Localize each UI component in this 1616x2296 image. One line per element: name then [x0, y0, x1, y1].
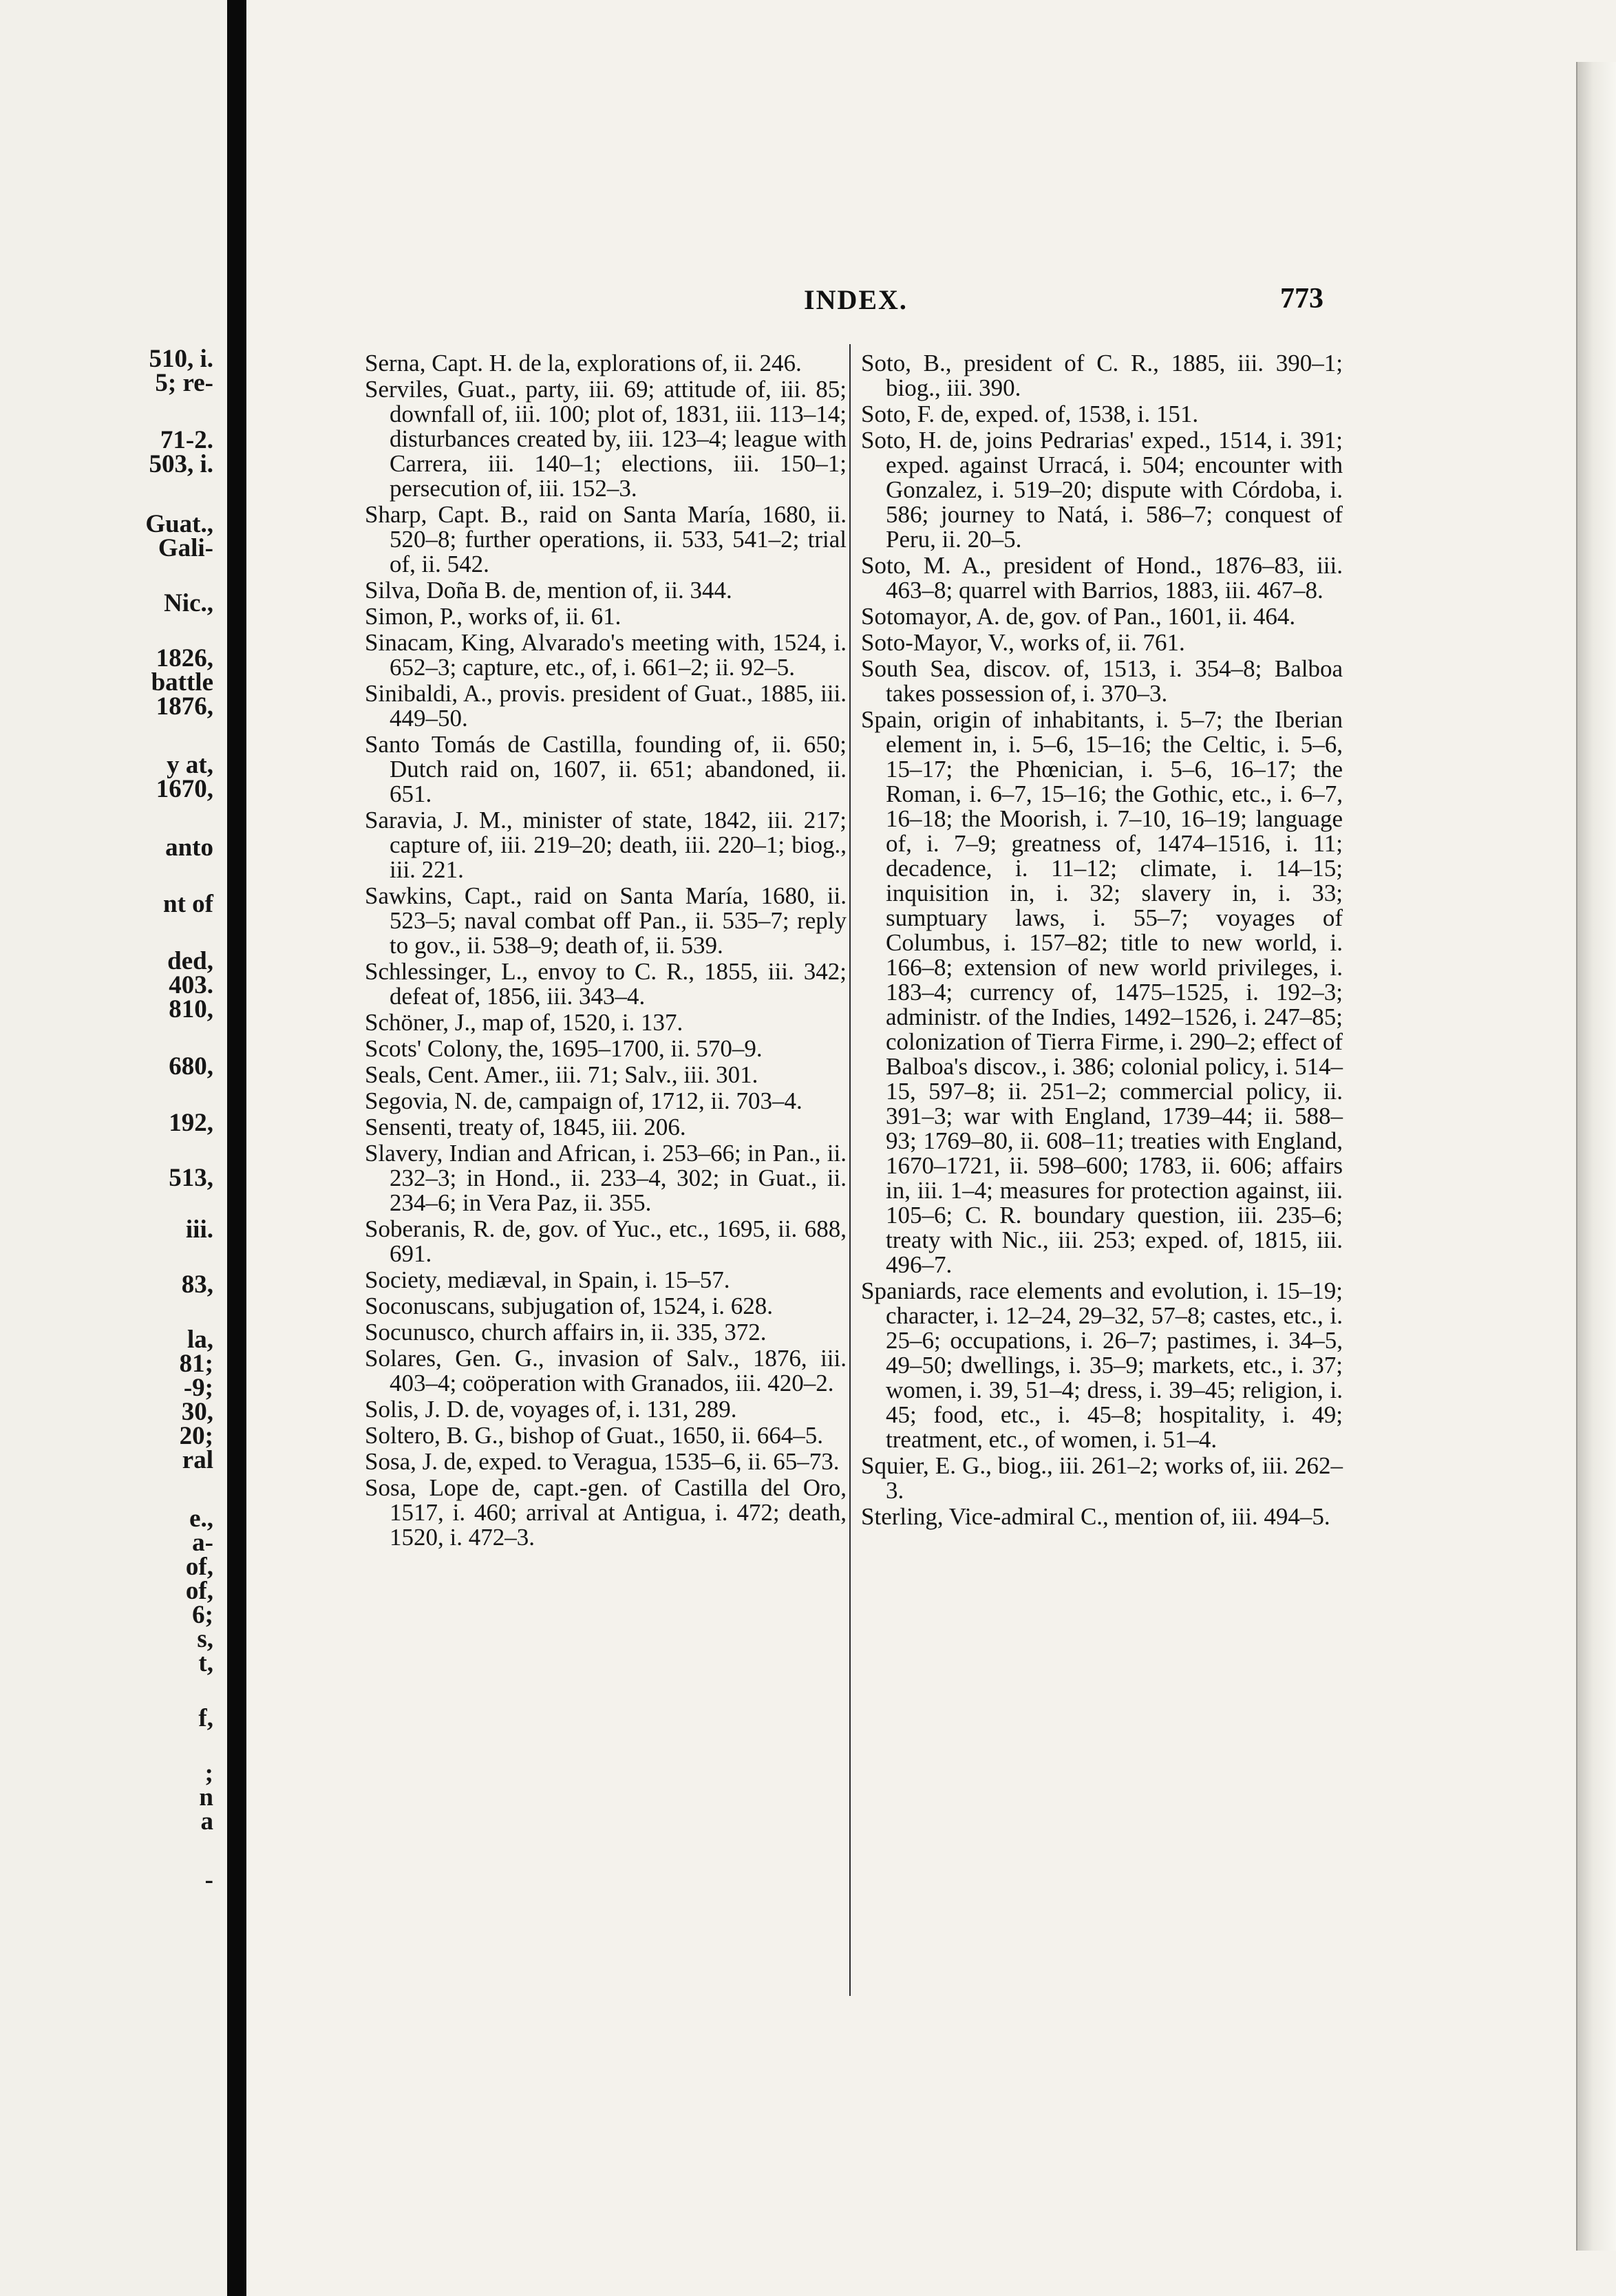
- facing-page-text-fragment: 513,: [169, 1164, 213, 1192]
- index-entry: Soto-Mayor, V., works of, ii. 761.: [861, 629, 1185, 656]
- index-entry: Seals, Cent. Amer., iii. 71; Salv., iii. 301.: [365, 1061, 758, 1088]
- index-entry: Sterling, Vice-admiral C., mention of, iii. 494–5.: [861, 1503, 1330, 1530]
- facing-page-text-fragment: Gali-: [158, 534, 213, 562]
- facing-page-text-fragment: 6;: [192, 1601, 213, 1629]
- facing-page-text-fragment: battle: [151, 668, 213, 697]
- index-column-left: [365, 351, 847, 1551]
- facing-page-text-fragment: nt of: [163, 890, 213, 918]
- facing-page-text-fragment: 5; re-: [155, 369, 213, 397]
- facing-page-text-fragment: y at,: [167, 751, 213, 779]
- index-entry: Soto, F. de, exped. of, 1538, i. 151.: [861, 401, 1199, 427]
- index-entry: Solares, Gen. G., invasion of Salv., 1876, iii. 403–4; coöperation with Granados, iii. 420–2.: [365, 1345, 847, 1396]
- facing-page-text-fragment: -: [204, 1866, 213, 1894]
- facing-page-text-fragment: 192,: [169, 1109, 213, 1137]
- index-entry: Saravia, J. M., minister of state, 1842, iii. 217; capture of, iii. 219–20; death, iii. 220–1; biog., iii. 221.: [365, 807, 847, 883]
- facing-page-text-fragment: anto: [165, 833, 213, 862]
- facing-page-text-fragment: ral: [182, 1446, 213, 1474]
- facing-page-text-fragment: Guat.,: [145, 510, 213, 538]
- facing-page-text-fragment: a-: [192, 1529, 213, 1557]
- index-entry: Slavery, Indian and African, i. 253–66; in Pan., ii. 232–3; in Hond., ii. 233–4, 302; in Guat., ii. 234–6; in Vera Paz, ii. 355.: [365, 1140, 847, 1216]
- index-entry: Serviles, Guat., party, iii. 69; attitude of, iii. 85; downfall of, iii. 100; plot of, 1831, iii. 113–14; disturbances created by, iii. 123–4; league with Carrera, iii. 140–1; elections, iii. 150–1; persecution of, iii. 152–3.: [365, 376, 847, 502]
- facing-page-text-fragment: e.,: [189, 1505, 213, 1533]
- facing-page-text-fragment: 20;: [179, 1422, 213, 1450]
- facing-page-text-fragment: a: [200, 1807, 213, 1836]
- facing-page-text-fragment: 1670,: [156, 775, 213, 803]
- index-entry: Santo Tomás de Castilla, founding of, ii. 650; Dutch raid on, 1607, ii. 651; abandoned, ii. 651.: [365, 731, 847, 807]
- book-gutter: [227, 0, 246, 2296]
- index-entry: Soberanis, R. de, gov. of Yuc., etc., 1695, ii. 688, 691.: [365, 1215, 847, 1267]
- index-entry: Socunusco, church affairs in, ii. 335, 372.: [365, 1319, 767, 1346]
- index-entry: Serna, Capt. H. de la, explorations of, ii. 246.: [365, 350, 802, 376]
- facing-page-text-fragment: 510, i.: [149, 345, 213, 373]
- facing-page-text-fragment: 81;: [179, 1350, 213, 1378]
- index-entry: Scots' Colony, the, 1695–1700, ii. 570–9.: [365, 1035, 763, 1062]
- index-entry: South Sea, discov. of, 1513, i. 354–8; Balboa takes possession of, i. 370–3.: [861, 655, 1343, 707]
- index-entry: Spain, origin of inhabitants, i. 5–7; the Iberian element in, i. 5–6, 15–16; the Celtic, i. 5–6, 15–17; the Phœnician, i. 5–6, 16–17; the Roman, i. 6–7, 15–16; the Gothic, etc., i. 6–7, 16–18; the Moorish, i. 7–10, 16–19; language of, i. 7–9; greatness of, 1474–1516, i. 11; decadence, i. 11–12; climate, i. 14–15; inquisition in, i. 32; slavery in, i. 33; sumptuary laws, i. 55–7; voyages of Columbus, i. 157–82; title to new world, i. 166–8; extension of new world privileges, i. 183–4; currency of, 1475–1525, i. 192–3; administr. of the Indies, 1492–1526, i. 247–85; colonization of Tierra Firme, i. 290–2; effect of Balboa's discov., i. 386; colonial policy, i. 514–15, 597–8; ii. 251–2; commercial policy, ii. 391–3; war with England, 1739–44; ii. 588–93; 1769–80, ii. 608–11; treaties with England, 1670–1721, ii. 598–600; 1783, ii. 606; affairs in, iii. 1–4; measures for protection against, iii. 105–6; C. R. boundary question, iii. 235–6; treaty with Nic., iii. 253; exped. of, 1815, iii. 496–7.: [861, 706, 1343, 1278]
- index-entry: Simon, P., works of, ii. 61.: [365, 603, 621, 630]
- running-head: INDEX.: [804, 284, 908, 315]
- index-column-right: [861, 351, 1343, 1531]
- index-entry: Soto, H. de, joins Pedrarias' exped., 1514, i. 391; exped. against Urracá, i. 504; encounter with Gonzalez, i. 519–20; dispute with Córdoba, i. 586; journey to Natá, i. 586–7; conquest of Peru, ii. 20–5.: [861, 427, 1343, 553]
- index-entry: Sensenti, treaty of, 1845, iii. 206.: [365, 1114, 686, 1140]
- facing-page-text-fragment: f,: [198, 1704, 213, 1732]
- index-entry: Soto, B., president of C. R., 1885, iii. 390–1; biog., iii. 390.: [861, 350, 1343, 401]
- index-entry: Soltero, B. G., bishop of Guat., 1650, ii. 664–5.: [365, 1422, 823, 1449]
- facing-page-text-fragment: of,: [185, 1577, 213, 1605]
- index-entry: Squier, E. G., biog., iii. 261–2; works of, iii. 262–3.: [861, 1452, 1343, 1504]
- facing-page-text-fragment: 503, i.: [149, 450, 213, 478]
- facing-page-text-fragment: 83,: [181, 1271, 213, 1299]
- facing-page-fragment: [0, 0, 227, 2296]
- index-entry: Sawkins, Capt., raid on Santa María, 1680, ii. 523–5; naval combat off Pan., ii. 535–7; reply to gov., ii. 538–9; death of, ii. 539.: [365, 882, 847, 959]
- index-entry: Sotomayor, A. de, gov. of Pan., 1601, ii. 464.: [861, 603, 1296, 630]
- facing-page-text-fragment: 1876,: [156, 692, 213, 721]
- index-entry: Soto, M. A., president of Hond., 1876–83, iii. 463–8; quarrel with Barrios, 1883, iii. 467–8.: [861, 552, 1343, 604]
- page-number: 773: [1280, 283, 1323, 315]
- index-entry: Segovia, N. de, campaign of, 1712, ii. 703–4.: [365, 1087, 802, 1114]
- index-entry: Spaniards, race elements and evolution, i. 15–19; character, i. 12–24, 29–32, 57–8; castes, etc., i. 25–6; occupations, i. 26–7; pastimes, i. 34–5, 49–50; dwellings, i. 35–9; markets, etc., i. 37; women, i. 39, 51–4; dress, i. 39–45; religion, i. 45; food, etc., i. 45–8; hospitality, i. 49; treatment, etc., of women, i. 51–4.: [861, 1277, 1343, 1453]
- facing-page-text-fragment: 403.: [169, 971, 213, 999]
- facing-page-text-fragment: n: [199, 1783, 213, 1811]
- facing-page-text-fragment: Nic.,: [164, 589, 213, 617]
- index-entry: Sinibaldi, A., provis. president of Guat., 1885, iii. 449–50.: [365, 680, 847, 732]
- index-entry: Schöner, J., map of, 1520, i. 137.: [365, 1009, 683, 1036]
- facing-page-text-fragment: 30,: [181, 1398, 213, 1426]
- facing-page-text-fragment: ;: [204, 1759, 213, 1787]
- facing-page-text-fragment: la,: [187, 1326, 213, 1354]
- facing-page-text-fragment: 71-2.: [160, 426, 213, 454]
- page-edge: [1576, 62, 1616, 2251]
- index-entry: Solis, J. D. de, voyages of, i. 131, 289.: [365, 1396, 737, 1423]
- index-entry: Sinacam, King, Alvarado's meeting with, 1524, i. 652–3; capture, etc., of, i. 661–2; ii. 92–5.: [365, 629, 847, 681]
- facing-page-text-fragment: of,: [185, 1553, 213, 1581]
- facing-page-text-fragment: s,: [197, 1625, 213, 1653]
- index-entry: Society, mediæval, in Spain, i. 15–57.: [365, 1266, 730, 1293]
- index-entry: Sharp, Capt. B., raid on Santa María, 1680, ii. 520–8; further operations, ii. 533, 541–2; trial of, ii. 542.: [365, 501, 847, 577]
- facing-page-text-fragment: ded,: [167, 947, 213, 975]
- facing-page-text-fragment: 810,: [169, 995, 213, 1023]
- facing-page-text-fragment: iii.: [185, 1215, 213, 1244]
- facing-page-text-fragment: 680,: [169, 1052, 213, 1081]
- index-entry: Schlessinger, L., envoy to C. R., 1855, iii. 342; defeat of, 1856, iii. 343–4.: [365, 958, 847, 1010]
- index-entry: Soconuscans, subjugation of, 1524, i. 628.: [365, 1293, 774, 1319]
- facing-page-text-fragment: t,: [198, 1649, 213, 1677]
- index-entry: Sosa, J. de, exped. to Veragua, 1535–6, ii. 65–73.: [365, 1448, 840, 1475]
- column-divider: [849, 344, 851, 1996]
- index-entry: Sosa, Lope de, capt.-gen. of Castilla del Oro, 1517, i. 460; arrival at Antigua, i. 472; death, 1520, i. 472–3.: [365, 1474, 847, 1551]
- facing-page-text-fragment: 1826,: [156, 644, 213, 672]
- index-entry: Silva, Doña B. de, mention of, ii. 344.: [365, 577, 732, 604]
- facing-page-text-fragment: -9;: [183, 1374, 213, 1402]
- index-page: [246, 0, 1616, 2296]
